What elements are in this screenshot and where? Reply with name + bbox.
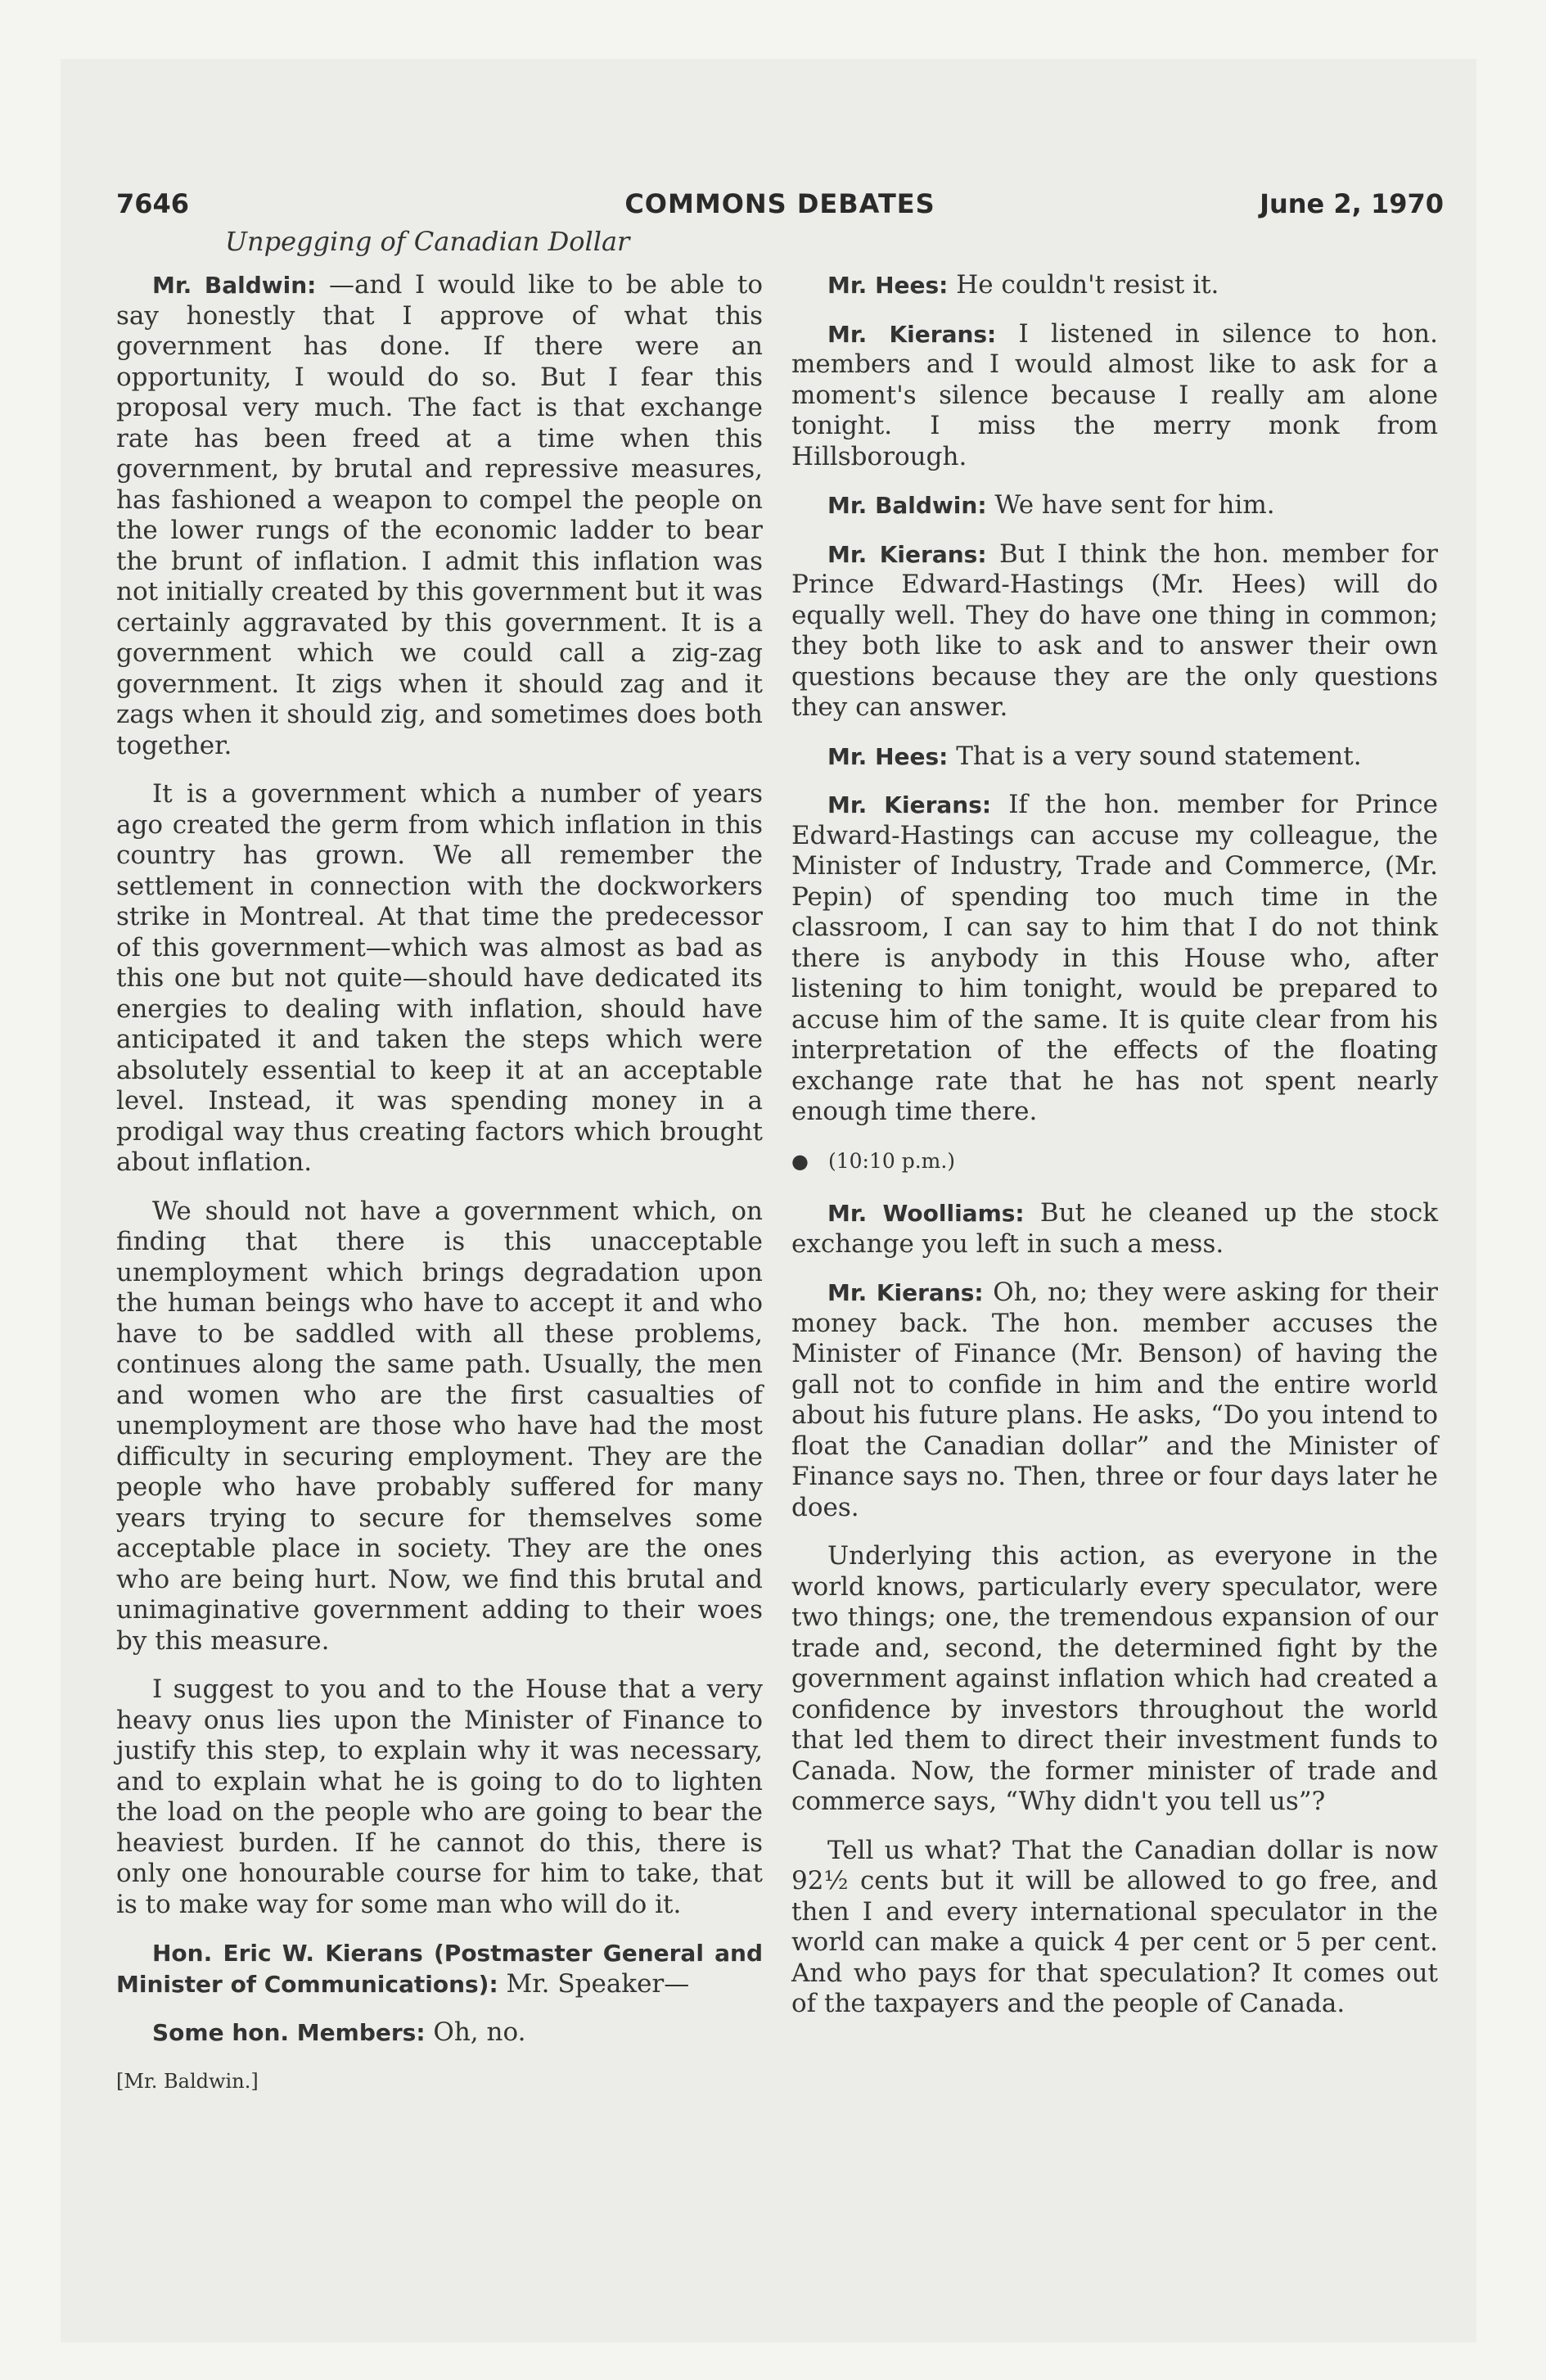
speaker-name: Hon. Eric W. Kierans (Postmaster General and Minister of Communications): [116, 1940, 763, 1998]
speech-text: Underlying this action, as everyone in the world knows, particularly every speculator, were two things; one, the tremendous expansion of our trade and, second, the determined fight by the government against inflation which had created a confidence by investors throughout the world that led them to direct their investment funds to Canada. Now, the former minister of trade and commerce says, “Why didn't you tell us”? [791, 1541, 1438, 1816]
speaker-name: Mr. Baldwin: [827, 492, 987, 519]
paragraph [791, 539, 1438, 723]
speaker-name: Mr. Kierans: [827, 320, 997, 348]
paragraph [116, 779, 763, 1179]
paragraph [791, 1278, 1438, 1523]
paragraph [116, 2017, 763, 2049]
paragraph [791, 490, 1438, 521]
speech-text: I listened in silence to hon. members and I would almost like to ask for a moment's silence because I really am alone tonight. I miss the merry monk from Hillsborough. [791, 318, 1438, 471]
speaker-name: Some hon. Members: [152, 2019, 426, 2046]
speaker-name: Mr. Kierans: [827, 540, 987, 568]
paragraph [791, 741, 1438, 773]
page-number: 7646 [116, 188, 190, 219]
speaker-name: Mr. Hees: [827, 742, 949, 770]
section-subheading: Unpegging of Canadian Dollar [225, 226, 630, 257]
time-marker-text: (10:10 p.m.) [827, 1148, 956, 1173]
speaker-name: Mr. Hees: [827, 272, 949, 299]
right-column [791, 270, 1438, 2038]
speaker-name: Mr. Woolliams: [827, 1200, 1025, 1227]
speech-text: Oh, no. [425, 2017, 526, 2047]
speaker-name: Mr. Kierans: [827, 791, 992, 818]
paragraph [791, 270, 1438, 301]
speech-text: Oh, no; they were asking for their money back. The hon. member accuses the Minister of Finance (Mr. Benson) of having the gall not to confide in him and the entire world about his future plans. He asks, “Do you intend to float the Canadian dollar” and the Minister of Finance says no. Then, three or four days later he does. [791, 1278, 1438, 1522]
paragraph [116, 270, 763, 761]
speech-text: Mr. Speaker— [498, 1968, 690, 1999]
page-date: June 2, 1970 [1260, 188, 1444, 219]
paragraph [116, 1938, 763, 1999]
paragraph [791, 1836, 1438, 2020]
speech-text: —and I would like to be able to say honestly that I approve of what this government has done. If there were an opportunity, I would do so. But I fear this proposal very much. The fact is that exchange rate has been freed at a time when this government, by brutal and repressive measures, has fashioned a weapon to compel the people on the lower rungs of the economic ladder to bear the brunt of inflation. I admit this inflation was not initially created by this government but it was certainly aggravated by this government. It is a government which we could call a zig-zag government. It zigs when it should zag and it zags when it should zig, and sometimes does both together. [116, 270, 763, 760]
speech-text: I suggest to you and to the House that a very heavy onus lies upon the Minister of Finance to justify this step, to explain why it was necessary, and to explain what he is going to do to lighten the load on the people who are going to bear the heaviest burden. If he cannot do this, there is only one honourable course for him to take, that is to make way for some man who will do it. [116, 1675, 763, 1919]
speaker-name: Mr. Kierans: [827, 1279, 984, 1306]
speech-text: He couldn't resist it. [948, 270, 1219, 300]
speech-text: But he cleaned up the stock exchange you left in such a mess. [791, 1198, 1438, 1259]
speech-text: It is a government which a number of years ago created the germ from which inflation in this country has grown. We all remember the settlement in connection with the dockworkers strike in Montreal. At that time the predecessor of this government—which was almost as bad as this one but not quite—should have dedicated its energies to dealing with inflation, should have anticipated it and taken the steps which were absolutely essential to keep it at an acceptable level. Instead, it was spending money in a prodigal way thus creating factors which brought about inflation. [116, 779, 763, 1177]
speech-text: If the hon. member for Prince Edward-Hastings can accuse my colleague, the Minister of Industry, Trade and Commerce, (Mr. Pepin) of spending too much time in the classroom, I can say to him that I do not think there is anybody in this House who, after listening to him tonight, would be prepared to accuse him of the same. It is quite clear from his interpretation of the effects of the floating exchange rate that he has not spent nearly enough time there. [791, 790, 1438, 1126]
left-column [116, 270, 763, 2115]
paragraph [791, 319, 1438, 473]
speech-text: Tell us what? That the Canadian dollar is now 92½ cents but it will be allowed to go free, and then I and every international speculator in the world can make a quick 4 per cent or 5 per cent. And who pays for that speculation? It comes out of the taxpayers and the people of Canada. [791, 1835, 1438, 2018]
speech-text: That is a very sound statement. [948, 741, 1362, 771]
paragraph [791, 790, 1438, 1128]
paragraph [791, 1198, 1438, 1260]
publication-title: COMMONS DEBATES [624, 188, 935, 219]
speech-text: We should not have a government which, on finding that there is this unacceptable unemployment which brings degradation upon the human beings who have to accept it and who have to be saddled with all these problems, continues along the same path. Usually, the men and women who are the first casualties of unemployment are those who have had the most difficulty in securing employment. They are the people who have probably suffered for many years trying to secure for themselves some acceptable place in society. They are the ones who are being hurt. Now, we find this brutal and unimaginative government adding to their woes by this measure. [116, 1196, 763, 1656]
speech-text: But I think the hon. member for Prince Edward-Hastings (Mr. Hees) will do equally well. They do have one thing in common; they both like to ask and to answer their own questions because they are the only questions they can answer. [791, 539, 1438, 722]
paragraph [791, 1541, 1438, 1818]
paragraph [116, 1197, 763, 1657]
page-header [116, 188, 1444, 229]
bullet-icon: ● [791, 1149, 809, 1173]
speaker-name: Mr. Baldwin: [152, 272, 317, 299]
paragraph [116, 1675, 763, 1920]
page-footer-note: [Mr. Baldwin.] [116, 2069, 259, 2093]
speech-text: We have sent for him. [986, 490, 1275, 520]
time-marker [791, 1146, 1438, 1178]
